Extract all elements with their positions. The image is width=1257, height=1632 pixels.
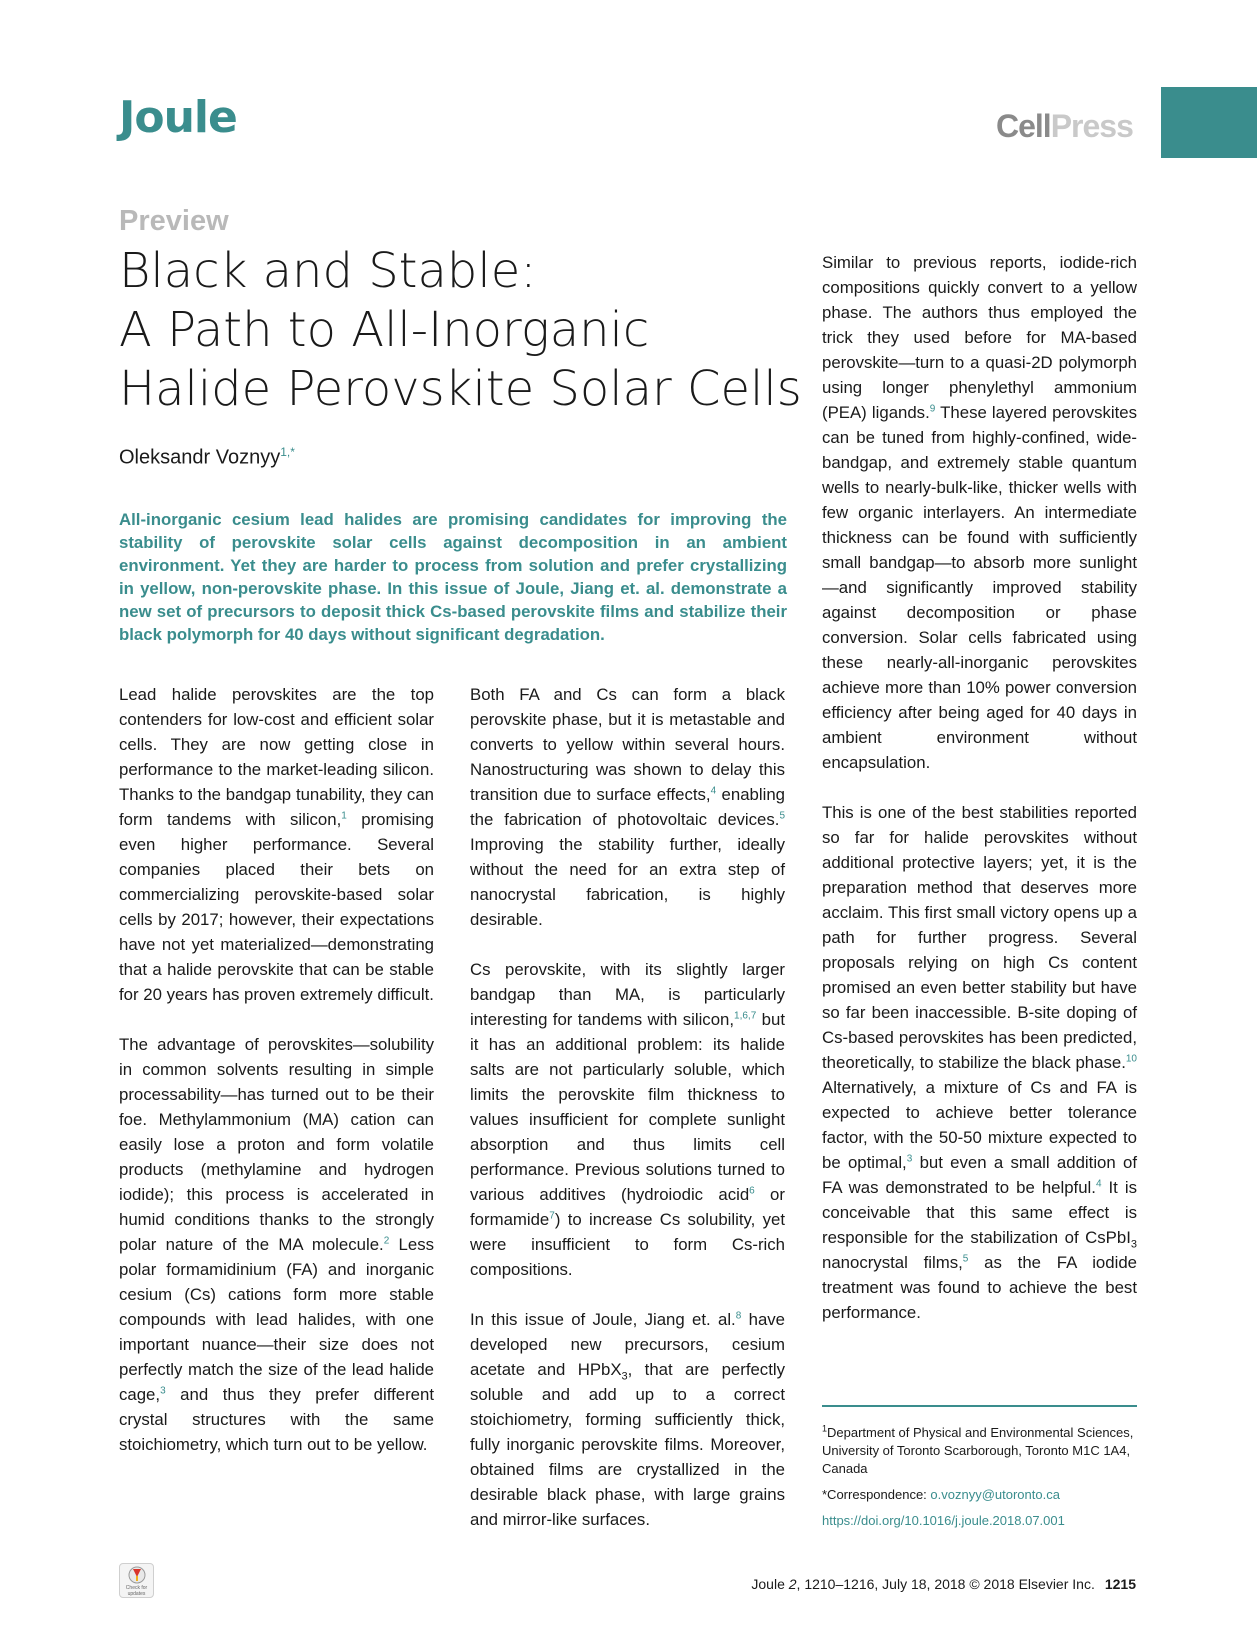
paragraph [470,1307,785,1532]
abstract: All-inorganic cesium lead halides are promising candidates for improving the stability of perovskite solar cells against decomposition in an ambient environment. Yet they are harder to process from solution and prefer crystallizing in yellow, non-perovskite phase. In this issue of Joule, Jiang et. al. demonstrate a new set of precursors to deposit thick Cs-based perovskite films and stabilize their black polymorph for 40 days without significant degradation. [119,510,787,644]
author-text: Oleksandr Voznyy [119,446,281,469]
citation-ref[interactable]: 9 [929,403,936,415]
citation-ref[interactable]: 10 [1125,1053,1137,1065]
paragraph [822,250,1137,775]
section-label: Preview [119,205,229,237]
affiliation-note [822,1424,1137,1478]
citation-ref[interactable]: 6 [749,1185,755,1197]
citation-ref[interactable]: 8 [735,1310,742,1322]
subscript: 3 [621,1370,628,1383]
text-run: Both FA and Cs can form a black perovskite phase, but it is metastable and converts to yellow within several hours. Nanostructuring was shown to delay this transition due to surface effects, [470,685,785,804]
text-run: and thus they prefer different crystal structures with the same stoichiometry, which turn out to be yellow. [119,1385,434,1454]
author-name [119,445,295,470]
affiliation-text: Department of Physical and Environmental Sciences, University of Toronto Scarborough, Toronto M1C 1A4, Canada [822,1425,1134,1476]
page-footer [751,1576,1136,1592]
page-number: 1215 [1104,1576,1136,1592]
title-line: Black and Stable: [119,243,537,299]
author-affiliation-ref[interactable]: 1,* [280,445,295,459]
publisher-logo-press: Press [1050,108,1133,144]
citation-ref[interactable]: 4 [710,785,717,797]
journal-logo: Joule [119,92,237,143]
title-line: A Path to All-Inorganic [119,302,650,358]
citation-ref[interactable]: 1 [341,810,347,822]
text-run: as the FA iodide treatment was found to achieve the best performance. [822,1253,1137,1322]
correspondence-note [822,1486,1137,1504]
citation-ref[interactable]: 5 [962,1253,969,1265]
paragraph [119,682,434,1007]
text-run: Alternatively, a mixture of Cs and FA is expected to achieve better tolerance factor, with the 50-50 mixture expected to be optimal, [822,1078,1137,1172]
paragraph [822,800,1137,1325]
footer-journal: Joule [751,1576,789,1592]
text-run: or formamide [470,1185,785,1229]
paragraph [470,682,785,932]
publisher-logo [996,108,1133,145]
citation-ref[interactable]: 5 [779,810,785,822]
text-run: but even a small addition of FA was demonstrated to be helpful. [822,1153,1137,1197]
footnote-divider [822,1405,1137,1407]
title-line: Halide Perovskite Solar Cells [119,361,802,417]
text-run: Lead halide perovskites are the top contenders for low-cost and efficient solar cells. They are now getting close in performance to the market-leading silicon. Thanks to the bandgap tunability, they can form tandems with silicon, [119,685,434,829]
text-run: These layered perovskites can be tuned from highly-confined, wide-bandgap, and extremely stable quantum wells to nearly-bulk-like, thicker wells with few organic interlayers. An intermediate thickness can be found with sufficiently small bandgap—to absorb more sunlight—and significantly improved stability against decomposition or phase conversion. Solar cells fabricated using these nearly-all-inorganic perovskites achieve more than 10% power conversion efficiency after being aged for 40 days in ambient environment without encapsulation. [822,403,1137,772]
body-column-2 [470,682,785,1557]
article-title [119,242,809,419]
text-run: Cs perovskite, with its slightly larger bandgap than MA, is particularly interesting for tandems with silicon, [470,960,785,1029]
correspondence-label: *Correspondence: [822,1487,931,1502]
paragraph [470,957,785,1282]
body-column-3 [822,250,1137,1350]
footer-volume: 2 [788,1576,797,1592]
text-run: Improving the stability further, ideally without the need for an extra step of nanocrystal fabrication, is highly desirable. [470,835,785,929]
citation-ref[interactable]: 7 [549,1210,555,1222]
text-run: Similar to previous reports, iodide-rich compositions quickly convert to a yellow phase. The authors thus employed the trick they used before for MA-based perovskite—turn to a quasi-2D polymorph using longer phenylethyl ammonium (PEA) ligands. [822,253,1137,422]
text-run: , that are perfectly soluble and add up to a correct stoichiometry, forming sufficiently thick, fully inorganic perovskite films. Moreover, obtained films are crystallized in the desirable black phase, with large grains and mirror-like surfaces. [470,1360,785,1529]
text-run: have developed new precursors, cesium acetate and HPbX [470,1310,785,1379]
text-run: Less polar formamidinium (FA) and inorganic cesium (Cs) cations form more stable compounds with lead halides, with one important nuance—their size does not perfectly match the size of the lead halide cage, [119,1235,434,1404]
corner-color-tab [1161,87,1257,158]
text-run: It is conceivable that this same effect is responsible for the stabilization of CsPbI [822,1178,1137,1247]
check-for-updates-icon [127,1565,147,1585]
subscript: 3 [1130,1238,1137,1251]
text-run: but it has an additional problem: its halide salts are not particularly soluble, which limits the perovskite film thickness to values insufficient for complete sunlight absorption and thus limits cell performance. Previous solutions turned to various additives (hydroiodic acid [470,1010,785,1204]
text-run: enabling the fabrication of photovoltaic devices. [470,785,785,829]
badge-label: Check for updates [125,1584,148,1597]
text-run: In this issue of Joule, Jiang et. al. [470,1310,736,1329]
citation-ref[interactable]: 1,6,7 [734,1010,757,1022]
text-run: ) to increase Cs solubility, yet were insufficient to form Cs-rich compositions. [470,1210,785,1279]
citation-ref[interactable]: 4 [1095,1178,1102,1190]
citation-ref[interactable]: 3 [160,1385,166,1397]
publisher-logo-cell: Cell [996,108,1051,144]
correspondence-email-link[interactable]: o.voznyy@utoronto.ca [930,1487,1060,1502]
body-column-1 [119,682,434,1482]
doi-link[interactable]: https://doi.org/10.1016/j.joule.2018.07.001 [822,1513,1065,1528]
affiliation-marker: 1 [822,1423,828,1434]
text-run: promising even higher performance. Several companies placed their bets on commercializing perovskite-based solar cells by 2017; however, their expectations have not yet materialized—demonstrating that a halide perovskite that can be stable for 20 years has proven extremely difficult. [119,810,434,1004]
text-run: The advantage of perovskites—solubility in common solvents resulting in simple processability—has turned out to be their foe. Methylammonium (MA) cation can easily lose a proton and form volatile products (methylamine and hydrogen iodide); this process is accelerated in humid conditions thanks to the strongly polar nature of the MA molecule. [119,1035,434,1254]
paragraph [119,1032,434,1457]
text-run: This is one of the best stabilities reported so far for halide perovskites without additional protective layers; yet, it is the preparation method that deserves more acclaim. This first small victory opens up a path for further progress. Several proposals relying on high Cs content promised an even better stability but have so far been inaccessible. B-site doping of Cs-based perovskites has been predicted, theoretically, to stabilize the black phase. [822,803,1137,1072]
footnotes [822,1424,1137,1538]
footer-citation: , 1210–1216, July 18, 2018 © 2018 Elsevier Inc. [796,1576,1095,1592]
doi-note [822,1512,1137,1530]
text-run: nanocrystal films, [822,1253,963,1272]
citation-ref[interactable]: 3 [906,1153,913,1165]
check-for-updates-badge[interactable] [119,1563,154,1598]
citation-ref[interactable]: 2 [383,1235,390,1247]
